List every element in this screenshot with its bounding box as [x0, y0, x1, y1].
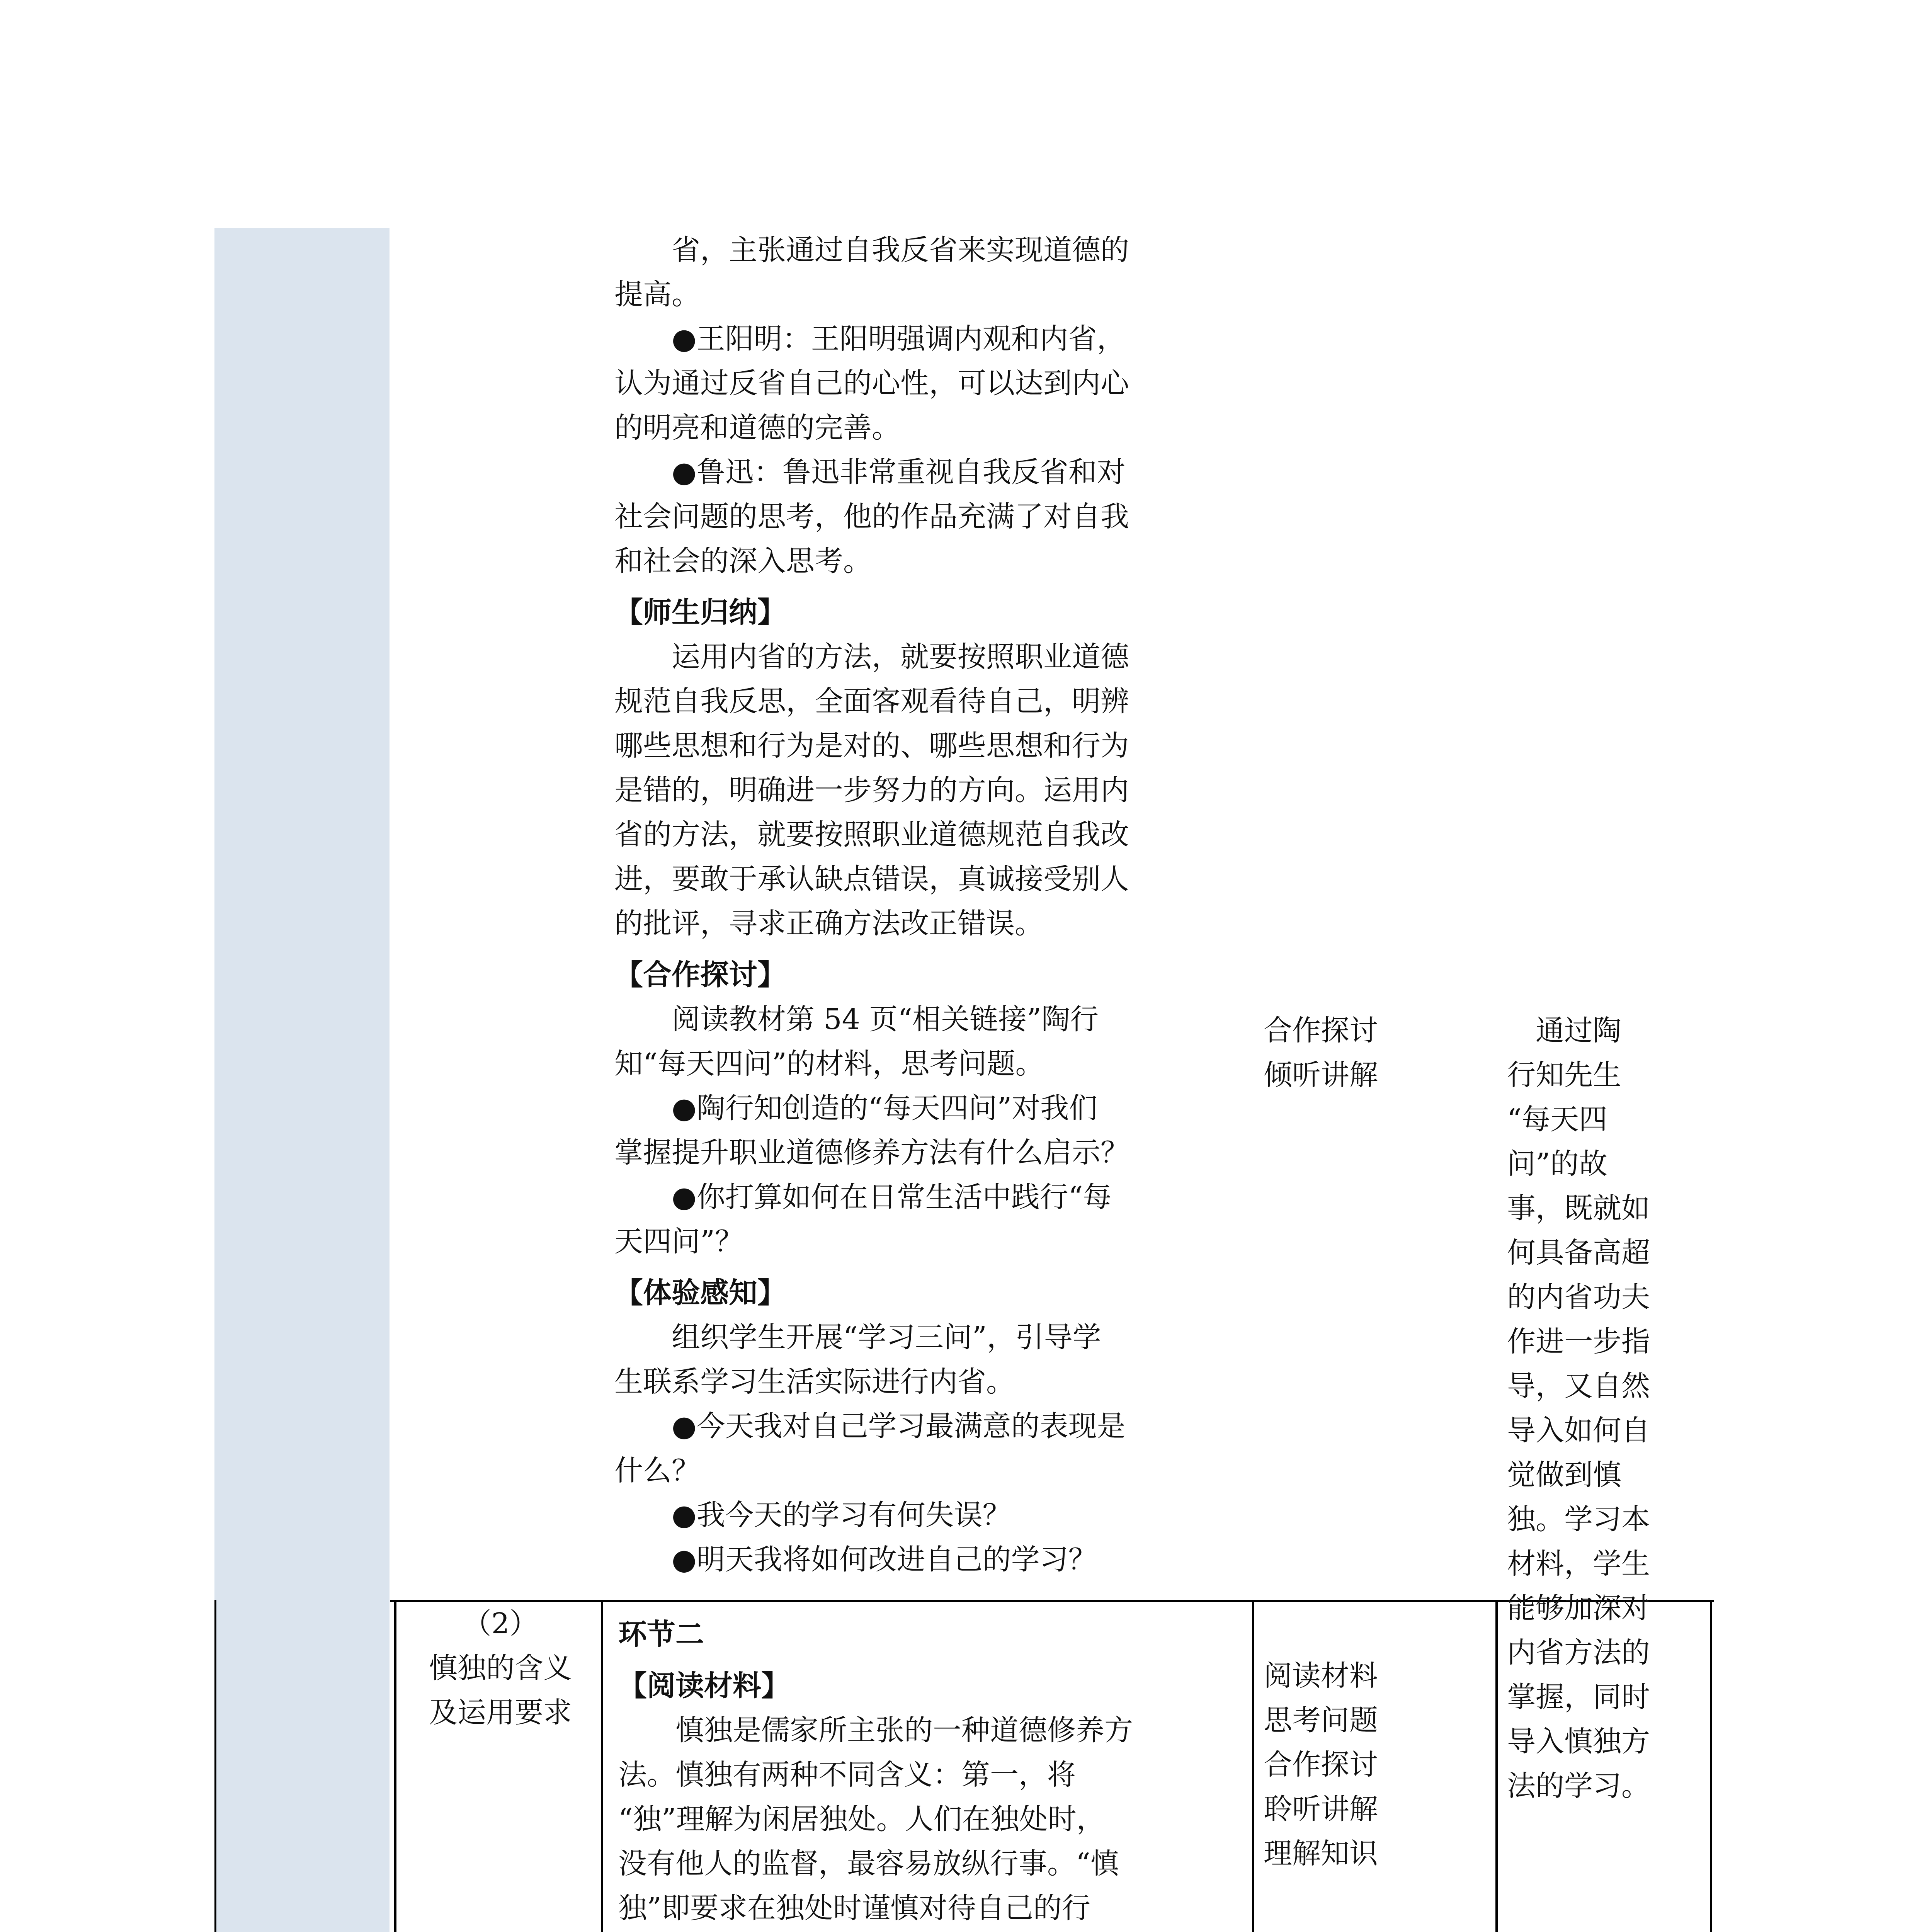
section-heading: 【体验感知】 — [614, 1276, 786, 1310]
body-line: 掌握提升职业道德修养方法有什么启示？ — [614, 1136, 1129, 1169]
body-line: 没有他人的监督，最容易放纵行事。“慎 — [618, 1847, 1119, 1880]
intent-line: 法的学习。 — [1507, 1769, 1650, 1803]
table-rule — [1252, 1600, 1254, 1932]
design-intent — [1507, 1009, 1700, 1808]
activity-line: 聆听讲解 — [1264, 1793, 1378, 1826]
body-line: ●鲁迅：鲁迅非常重视自我反省和对 — [672, 456, 1126, 489]
intent-line: 事，既就如 — [1507, 1192, 1650, 1225]
body-line: 知“每天四问”的材料，思考问题。 — [614, 1047, 1044, 1080]
intent-line: 何具备高超 — [1507, 1236, 1650, 1269]
activity-line: 合作探讨 — [1264, 1014, 1378, 1047]
body-line: 天四问”？ — [614, 1225, 743, 1258]
body-line: ●王阳明：王阳明强调内观和内省， — [672, 322, 1126, 355]
body-line: 阅读教材第 54 页“相关链接”陶行 — [672, 1003, 1099, 1036]
body-line: ●明天我将如何改进自己的学习？ — [672, 1543, 1097, 1576]
body-line: 的明亮和道德的完善。 — [614, 411, 900, 444]
body-line: 社会问题的思考，他的作品充满了对自我 — [614, 500, 1129, 533]
activity-line: 合作探讨 — [1264, 1748, 1378, 1781]
body-line — [618, 1930, 1240, 1932]
intent-line: 导，又自然 — [1507, 1369, 1650, 1403]
section-label-line: （2） — [463, 1607, 538, 1640]
teaching-content-bottom — [618, 1605, 1240, 1932]
intent-line: 通过陶 — [1507, 1014, 1621, 1047]
intent-line: 的内省功夫 — [1507, 1281, 1650, 1314]
table-rule — [394, 1600, 396, 1932]
body-line: ●陶行知创造的“每天四问”对我们 — [672, 1092, 1098, 1125]
body-line: 认为通过反省自己的心性，可以达到内心 — [614, 367, 1129, 400]
section-label-line: 慎独的含义 — [429, 1651, 572, 1685]
intent-line: 材料，学生 — [1507, 1547, 1650, 1580]
shaded-column — [214, 228, 390, 1932]
body-line: 什么？ — [614, 1454, 700, 1487]
intent-line: 行知先生 — [1507, 1058, 1621, 1092]
body-line: 是错的，明确进一步努力的方向。运用内 — [614, 774, 1129, 807]
intent-line: 内省方法的 — [1507, 1636, 1650, 1669]
body-line: 进，要敢于承认缺点错误，真诚接受别人 — [614, 862, 1129, 896]
intent-line: 作进一步指 — [1507, 1325, 1650, 1358]
body-line: 慎独是儒家所主张的一种道德修养方 — [675, 1714, 1133, 1747]
intent-line: 觉做到慎 — [1507, 1458, 1621, 1492]
activity-line: 思考问题 — [1264, 1704, 1378, 1737]
table-rule — [1495, 1600, 1498, 1932]
body-line: ●今天我对自己学习最满意的表现是 — [672, 1410, 1126, 1443]
body-line: 提高。 — [614, 278, 700, 311]
intent-line: “每天四 — [1507, 1103, 1607, 1136]
section-heading: 【阅读材料】 — [618, 1669, 790, 1702]
intent-line: 导入慎独方 — [1507, 1725, 1650, 1758]
student-activity-bottom — [1264, 1654, 1488, 1876]
activity-line: 阅读材料 — [1264, 1659, 1378, 1692]
body-line: 省，主张通过自我反省来实现道德的 — [672, 233, 1129, 267]
body-line: ●我今天的学习有何失误？ — [672, 1498, 1011, 1532]
body-line: 组织学生开展“学习三问”，引导学 — [672, 1321, 1101, 1354]
section-label — [408, 1602, 593, 1735]
body-line: 独”即要求在独处时谨慎对待自己的行 — [618, 1891, 1090, 1925]
body-line: 规范自我反思，全面客观看待自己，明辨 — [614, 685, 1129, 718]
body-line: 哪些思想和行为是对的、哪些思想和行为 — [614, 729, 1129, 762]
section-heading: 【师生归纳】 — [614, 596, 786, 629]
section-label-line: 及运用要求 — [429, 1696, 572, 1729]
activity-line: 倾听讲解 — [1264, 1058, 1378, 1092]
intent-line: 掌握，同时 — [1507, 1680, 1650, 1714]
body-line: 运用内省的方法，就要按照职业道德 — [672, 640, 1129, 673]
student-activity-top — [1264, 1009, 1488, 1097]
activity-line: 理解知识 — [1264, 1837, 1378, 1870]
section-heading: 环节二 — [618, 1618, 704, 1651]
body-line: 省的方法，就要按照职业道德规范自我改 — [614, 818, 1129, 851]
body-line: 生联系学习生活实际进行内省。 — [614, 1365, 1015, 1398]
body-line: ●你打算如何在日常生活中践行“每 — [672, 1180, 1112, 1214]
table-rule — [214, 1600, 216, 1932]
body-line: 法。慎独有两种不同含义：第一，将 — [618, 1758, 1076, 1791]
intent-line: 问”的故 — [1507, 1147, 1607, 1180]
intent-line: 能够加深对 — [1507, 1592, 1650, 1625]
body-line: “独”理解为闲居独处。人们在独处时， — [618, 1803, 1105, 1836]
body-line: 和社会的深入思考。 — [614, 544, 872, 578]
section-heading: 【合作探讨】 — [614, 958, 786, 992]
body-line: 的批评，寻求正确方法改正错误。 — [614, 907, 1043, 940]
intent-line: 导入如何自 — [1507, 1414, 1650, 1447]
table-rule — [601, 1600, 603, 1932]
teaching-content-top — [614, 228, 1240, 1582]
intent-line: 独。学习本 — [1507, 1503, 1650, 1536]
table-rule — [1710, 1600, 1712, 1932]
